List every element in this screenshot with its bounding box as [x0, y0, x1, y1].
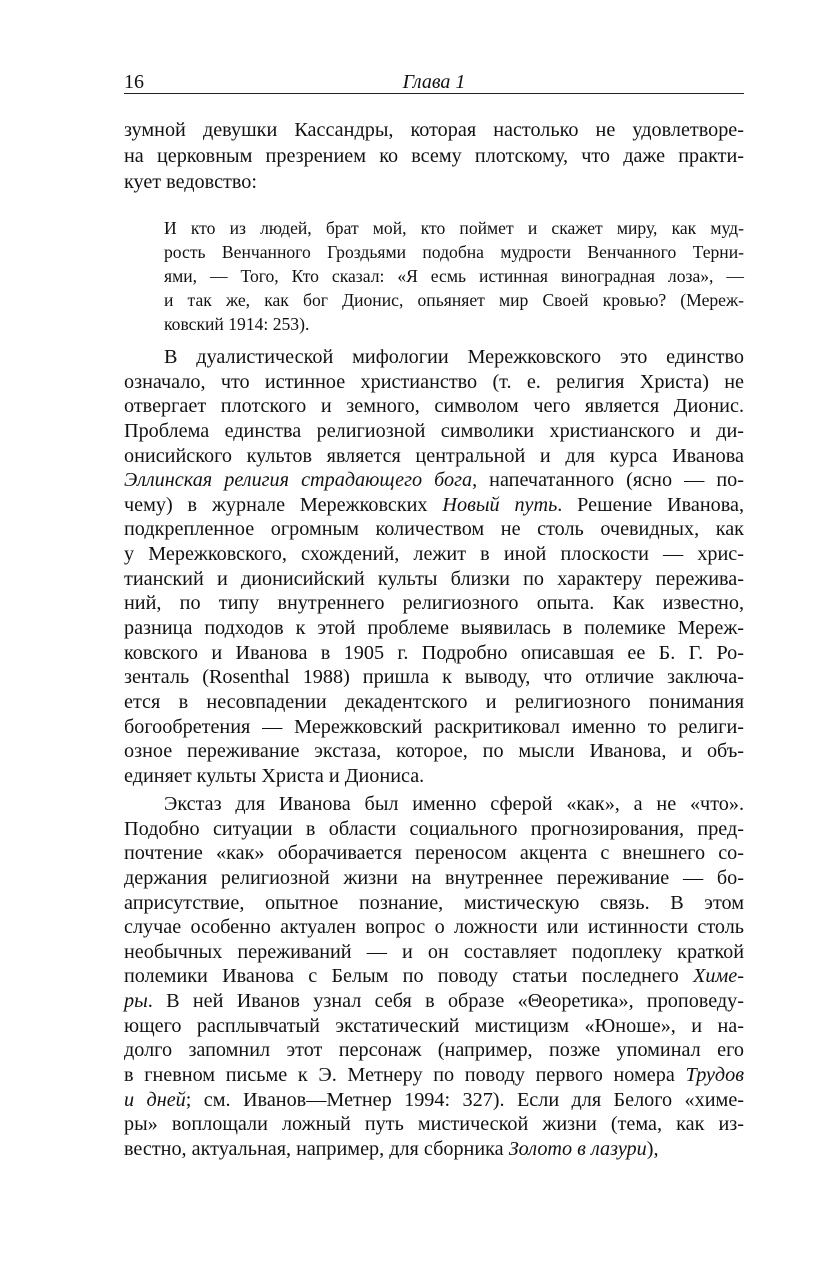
text-segment: ний, по типу внутреннего религиозного опыта. Как известно, — [124, 592, 744, 615]
text-line — [124, 517, 744, 542]
italic-title: ры — [124, 990, 148, 1013]
text-line: зумной девушки Кассандры, которая настолько не удовлетворе- — [124, 119, 744, 141]
italic-title: Трудов — [685, 1064, 744, 1087]
text-line — [124, 641, 744, 666]
text-segment: Проблема единства религиозной символики христианского и ди- — [124, 419, 744, 442]
paragraph-2 — [124, 345, 744, 789]
text-line — [124, 345, 744, 370]
text-segment: онисийского культов является центральной и для курса Иванова — [124, 444, 744, 467]
text-segment: единяет культы Христа и Диониса. — [124, 764, 425, 787]
text-segment: разница подходов к этой проблеме выявилась в полемике Мереж- — [124, 617, 744, 640]
text-segment: у Мережковского, схождений, лежит в иной плоскости — хрис- — [124, 543, 744, 566]
italic-title: Химе- — [693, 965, 744, 988]
text-line — [124, 964, 744, 989]
text-line — [124, 591, 744, 616]
text-line — [124, 866, 744, 891]
text-segment: Подобно ситуации в области социального прогнозирования, пред- — [124, 817, 744, 840]
text-segment: ), — [646, 1137, 659, 1160]
text-line — [124, 1063, 744, 1088]
text-segment: вестно, актуальная, например, для сборника — [124, 1137, 509, 1160]
text-segment: чему) в журнале Мережковских — [124, 493, 443, 516]
text-line — [124, 567, 744, 592]
text-segment: отвергает плотского и земного, символом чего является Дионис. — [124, 395, 744, 418]
text-line — [124, 764, 744, 789]
text-line — [124, 1088, 744, 1113]
paragraph-3 — [124, 792, 744, 1162]
italic-title: Эллинская религия страдающего бога — [124, 469, 473, 492]
text-segment: полемики Иванова с Белым по поводу статьи последнего — [124, 965, 693, 988]
text-segment: ющего расплывчатый экстатический мистицизм «Юноше», и на- — [124, 1014, 744, 1037]
quote-line: ковский 1914: 253). — [164, 314, 310, 334]
text-line: кует ведовство: — [124, 171, 257, 193]
page-number: 16 — [124, 71, 144, 93]
italic-title: и дней — [124, 1088, 186, 1111]
text-segment: , напечатанного (ясно — по- — [472, 469, 744, 492]
text-segment: ется в несовпадении декадентского и религиозного понимания — [124, 690, 744, 713]
running-head — [124, 70, 744, 94]
text-line — [124, 370, 744, 395]
quote-line: и так же, как бог Дионис, опьяняет мир Своей кровью? (Мереж- — [164, 290, 744, 310]
header-rule — [124, 93, 744, 94]
text-segment: означало, что истинное христианство (т. е. религия Христа) не — [124, 370, 744, 393]
text-segment: Экстаз для Иванова был именно сферой «как», а не «что». — [164, 793, 744, 815]
text-line — [124, 468, 744, 493]
text-segment: . Решение Иванова, — [557, 493, 745, 516]
text-segment: ; см. Иванов—Метнер 1994: 327). Если для Белого «химе- — [185, 1088, 744, 1111]
text-line: на церковным презрением ко всему плотскому, что даже практи- — [124, 145, 744, 167]
text-segment: почтение «как» оборачивается переносом акцента с внешнего со- — [124, 842, 744, 865]
text-line — [124, 1014, 744, 1039]
text-line — [124, 792, 744, 817]
text-line — [124, 444, 744, 469]
quote-line: рость Венчанного Гроздьями подобна мудрости Венчанного Терни- — [164, 242, 744, 262]
text-line — [124, 665, 744, 690]
quote-line: И кто из людей, брат мой, кто поймет и скажет миру, как муд- — [164, 218, 744, 238]
chapter-title: Глава 1 — [402, 71, 466, 93]
text-segment: зенталь (Rosenthal 1988) пришла к выводу, что отличие заключа- — [124, 666, 744, 689]
text-segment: ры» воплощали ложный путь мистической жизни (тема, как из- — [124, 1113, 744, 1136]
quote-line: ями, — Того, Кто сказал: «Я есмь истинная виноградная лоза», — — [164, 266, 744, 286]
text-line — [124, 817, 744, 842]
text-line — [124, 419, 744, 444]
text-segment: озное переживание экстаза, которое, по мысли Иванова, и объ- — [124, 740, 744, 763]
italic-title: Новый путь — [442, 493, 558, 516]
italic-title: Золото в лазури — [508, 1137, 647, 1160]
text-line — [124, 841, 744, 866]
text-segment: подкрепленное огромным количеством не столь очевидных, как — [124, 518, 744, 541]
text-segment: необычных переживаний — и он составляет подоплеку краткой — [124, 940, 744, 963]
text-segment: в гневном письме к Э. Метнеру по поводу первого номера — [124, 1064, 686, 1087]
text-segment: ковского и Иванова в 1905 г. Подробно описавшая ее Б. Г. Ро- — [124, 641, 744, 664]
text-segment: априсутствие, опытное познание, мистическую связь. В этом — [124, 891, 744, 914]
paragraph-1 — [124, 117, 744, 195]
text-line — [124, 616, 744, 641]
text-segment: держания религиозной жизни на внутреннее переживание — бо- — [124, 866, 744, 889]
text-line — [124, 1112, 744, 1137]
text-line — [124, 1038, 744, 1063]
text-segment: тианский и дионисийский культы близки по характеру пережива- — [124, 567, 744, 590]
text-line — [124, 394, 744, 419]
text-line — [124, 915, 744, 940]
text-line — [124, 989, 744, 1014]
text-segment: случае особенно актуален вопрос о ложности или истинности столь — [124, 916, 744, 939]
text-line — [124, 891, 744, 916]
text-segment: богообретения — Мережковский раскритиковал именно то религи- — [124, 715, 744, 738]
text-line — [124, 739, 744, 764]
text-segment: В дуалистической мифологии Мережковского это единство — [164, 346, 744, 368]
text-line — [124, 690, 744, 715]
text-segment: долго запомнил этот персонаж (например, позже упоминал его — [124, 1039, 744, 1062]
text-segment: . В ней Иванов узнал себя в образе «Θеоретика», проповеду- — [147, 990, 744, 1013]
text-line — [124, 542, 744, 567]
text-line — [124, 493, 744, 518]
text-line — [124, 940, 744, 965]
block-quote — [164, 216, 744, 336]
text-line — [124, 1137, 744, 1162]
text-line — [124, 715, 744, 740]
